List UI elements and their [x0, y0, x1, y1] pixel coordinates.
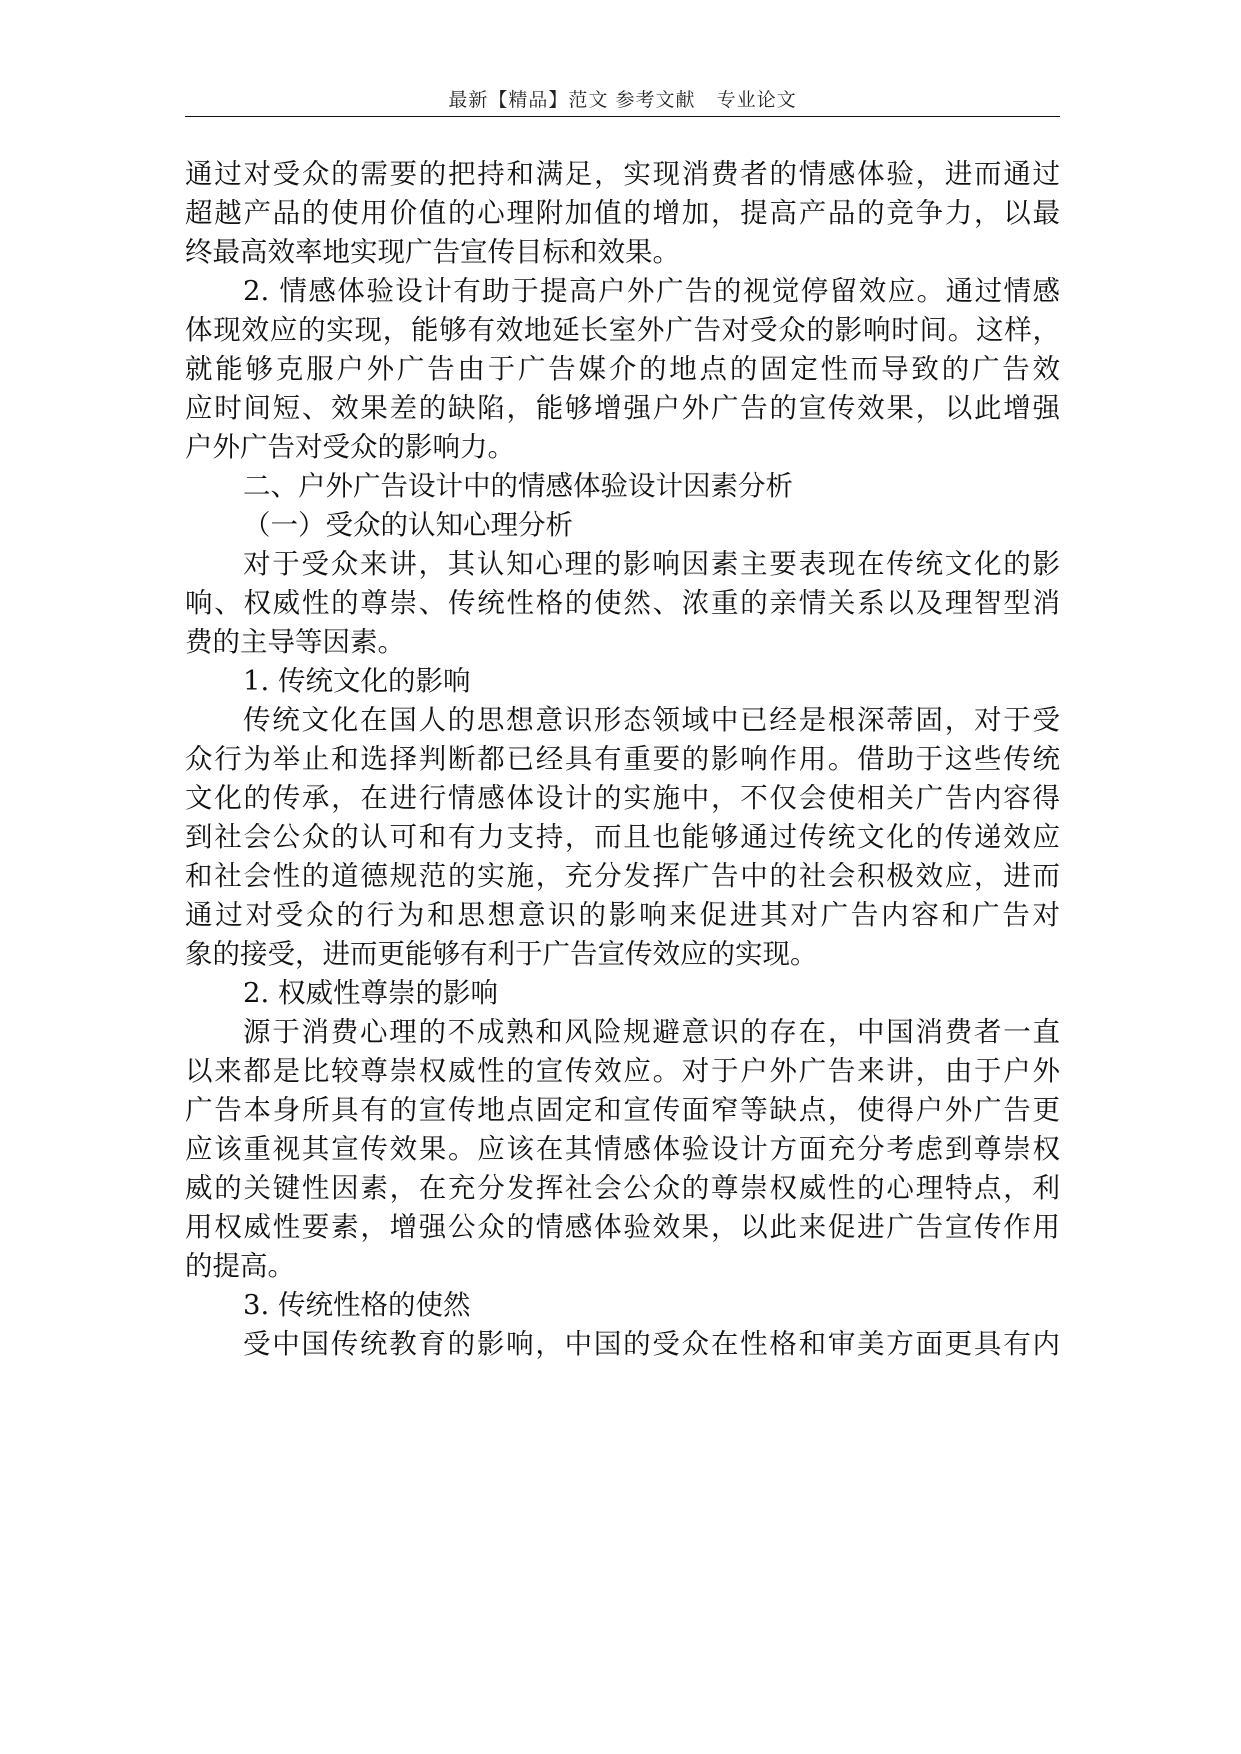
text-line: 应该重视其宣传效果。应该在其情感体验设计方面充分考虑到尊崇权 [185, 1133, 1060, 1165]
text-line: 3. 传统性格的使然 [243, 1289, 471, 1321]
text-line: 用权威性要素，增强公众的情感体验效果，以此来促进广告宣传作用 [185, 1211, 1060, 1243]
text-line: 2. 情感体验设计有助于提高户外广告的视觉停留效应。通过情感 [243, 275, 1060, 307]
text-line: 的提高。 [185, 1250, 295, 1282]
text-line: 户外广告对受众的影响力。 [185, 431, 515, 463]
text-line: 源于消费心理的不成熟和风险规避意识的存在，中国消费者一直 [243, 1016, 1060, 1048]
text-line: （一）受众的认知心理分析 [243, 509, 573, 541]
text-line: 通过对受众的需要的把持和满足，实现消费者的情感体验，进而通过 [185, 158, 1060, 190]
text-line: 受中国传统教育的影响，中国的受众在性格和审美方面更具有内 [243, 1328, 1060, 1360]
text-line: 众行为举止和选择判断都已经具有重要的影响作用。借助于这些传统 [185, 743, 1060, 775]
text-line: 和社会性的道德规范的实施，充分发挥广告中的社会积极效应，进而 [185, 860, 1060, 892]
text-line: 以来都是比较尊崇权威性的宣传效应。对于户外广告来讲，由于户外 [185, 1055, 1060, 1087]
text-line: 响、权威性的尊崇、传统性格的使然、浓重的亲情关系以及理智型消 [185, 587, 1060, 619]
header-rule [185, 116, 1060, 117]
text-line: 1. 传统文化的影响 [243, 665, 471, 697]
document-body [185, 155, 1060, 1364]
text-line: 就能够克服户外广告由于广告媒介的地点的固定性而导致的广告效 [185, 353, 1060, 385]
text-line: 威的关键性因素，在充分发挥社会公众的尊崇权威性的心理特点，利 [185, 1172, 1060, 1204]
text-line: 通过对受众的行为和思想意识的影响来促进其对广告内容和广告对 [185, 899, 1060, 931]
text-line: 二、户外广告设计中的情感体验设计因素分析 [243, 470, 793, 502]
page-header: 最新【精品】范文 参考文献 专业论文 [448, 89, 797, 111]
text-line: 象的接受，进而更能够有利于广告宣传效应的实现。 [185, 938, 818, 970]
text-line: 费的主导等因素。 [185, 626, 405, 658]
text-line: 对于受众来讲，其认知心理的影响因素主要表现在传统文化的影 [243, 548, 1060, 580]
text-line: 到社会公众的认可和有力支持，而且也能够通过传统文化的传递效应 [185, 821, 1060, 853]
text-line: 超越产品的使用价值的心理附加值的增加，提高产品的竞争力，以最 [185, 197, 1060, 229]
text-line: 2. 权威性尊崇的影响 [243, 977, 498, 1009]
text-line: 传统文化在国人的思想意识形态领域中已经是根深蒂固，对于受 [243, 704, 1060, 736]
text-line: 应时间短、效果差的缺陷，能够增强户外广告的宣传效果，以此增强 [185, 392, 1060, 424]
text-line: 文化的传承，在进行情感体设计的实施中，不仅会使相关广告内容得 [185, 782, 1060, 814]
text-line: 体现效应的实现，能够有效地延长室外广告对受众的影响时间。这样， [185, 314, 1060, 346]
text-line: 广告本身所具有的宣传地点固定和宣传面窄等缺点，使得户外广告更 [185, 1094, 1060, 1126]
text-line: 终最高效率地实现广告宣传目标和效果。 [185, 236, 680, 268]
